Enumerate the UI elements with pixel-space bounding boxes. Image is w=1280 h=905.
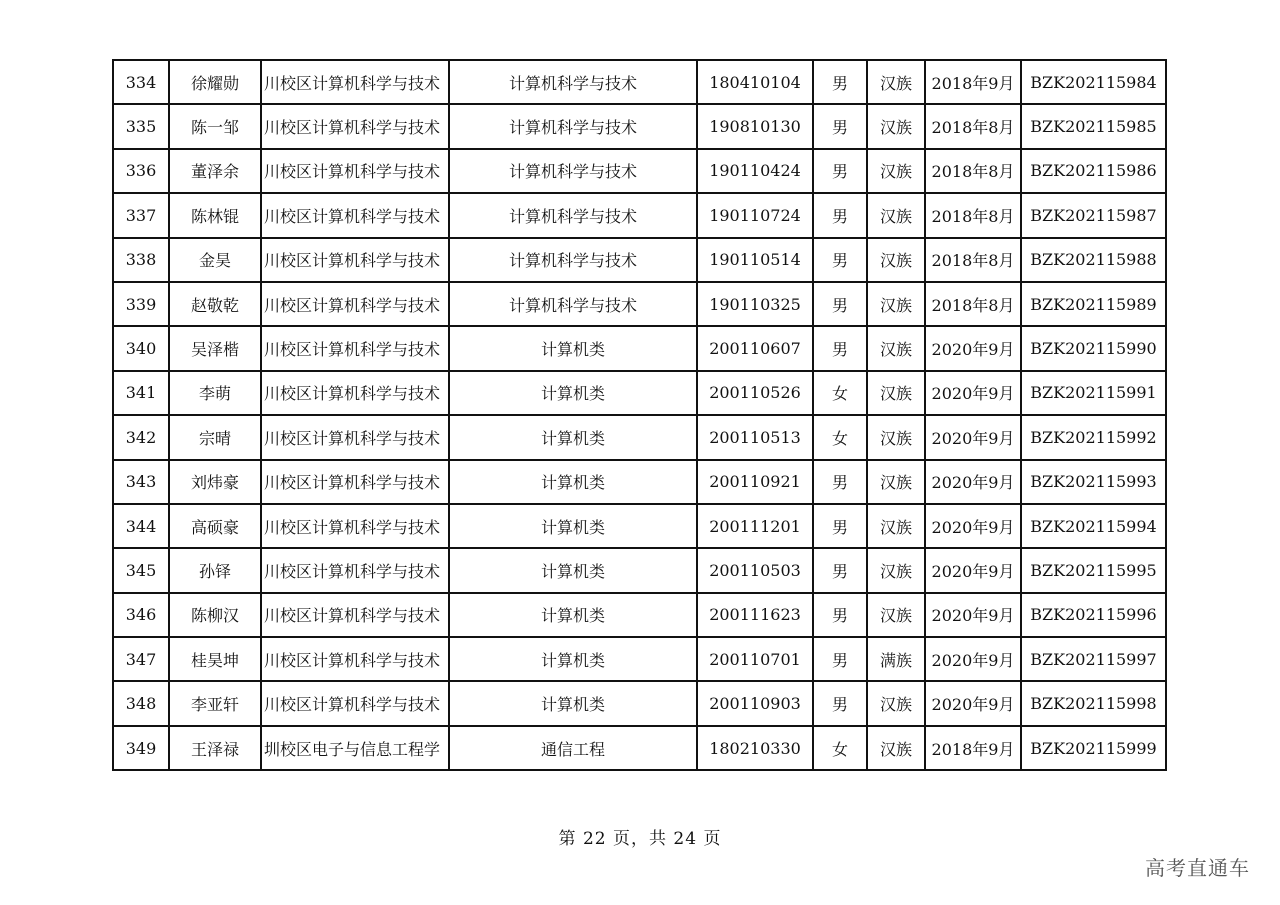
table-row (113, 193, 1166, 237)
cell-major: 计算机类 (449, 637, 697, 681)
table-row (113, 282, 1166, 326)
cell-gender: 男 (813, 149, 867, 193)
cell-enroll-date: 2018年8月 (925, 104, 1021, 148)
page-label-mid: 页，共 (613, 829, 667, 849)
cell-seq: 348 (113, 681, 169, 725)
cell-gender: 男 (813, 326, 867, 370)
table-row (113, 149, 1166, 193)
cell-campus: 川校区计算机科学与技术 (261, 593, 449, 637)
cell-major: 计算机科学与技术 (449, 60, 697, 104)
cell-ethnicity: 汉族 (867, 681, 925, 725)
cell-enroll-date: 2020年9月 (925, 504, 1021, 548)
cell-campus: 川校区计算机科学与技术 (261, 104, 449, 148)
cell-student-id: 180210330 (697, 726, 813, 770)
cell-ethnicity: 汉族 (867, 326, 925, 370)
cell-student-id: 200111623 (697, 593, 813, 637)
student-roster-table (112, 59, 1167, 771)
cell-seq: 338 (113, 238, 169, 282)
cell-student-id: 190110424 (697, 149, 813, 193)
cell-name: 李萌 (169, 371, 261, 415)
cell-gender: 男 (813, 681, 867, 725)
cell-campus: 川校区计算机科学与技术 (261, 548, 449, 592)
cell-campus: 川校区计算机科学与技术 (261, 149, 449, 193)
cell-ethnicity: 汉族 (867, 415, 925, 459)
cell-cert-no: BZK202115985 (1021, 104, 1166, 148)
cell-student-id: 200110903 (697, 681, 813, 725)
cell-seq: 349 (113, 726, 169, 770)
table-row (113, 637, 1166, 681)
cell-enroll-date: 2018年9月 (925, 726, 1021, 770)
cell-cert-no: BZK202115986 (1021, 149, 1166, 193)
cell-gender: 男 (813, 104, 867, 148)
cell-cert-no: BZK202115991 (1021, 371, 1166, 415)
cell-student-id: 190110514 (697, 238, 813, 282)
cell-major: 计算机类 (449, 504, 697, 548)
cell-enroll-date: 2018年8月 (925, 238, 1021, 282)
cell-student-id: 200110701 (697, 637, 813, 681)
cell-campus: 川校区计算机科学与技术 (261, 415, 449, 459)
cell-enroll-date: 2018年8月 (925, 149, 1021, 193)
page-label-prefix: 第 (558, 829, 577, 849)
cell-ethnicity: 满族 (867, 637, 925, 681)
total-pages-number: 24 (673, 829, 698, 849)
cell-campus: 圳校区电子与信息工程学 (261, 726, 449, 770)
roster-body (113, 60, 1166, 770)
cell-cert-no: BZK202115984 (1021, 60, 1166, 104)
cell-cert-no: BZK202115995 (1021, 548, 1166, 592)
cell-cert-no: BZK202115997 (1021, 637, 1166, 681)
cell-gender: 男 (813, 460, 867, 504)
cell-student-id: 190810130 (697, 104, 813, 148)
cell-cert-no: BZK202115990 (1021, 326, 1166, 370)
cell-seq: 345 (113, 548, 169, 592)
cell-major: 通信工程 (449, 726, 697, 770)
cell-ethnicity: 汉族 (867, 593, 925, 637)
cell-ethnicity: 汉族 (867, 193, 925, 237)
cell-name: 宗晴 (169, 415, 261, 459)
cell-major: 计算机科学与技术 (449, 282, 697, 326)
cell-gender: 女 (813, 726, 867, 770)
table-row (113, 460, 1166, 504)
cell-name: 陈林锟 (169, 193, 261, 237)
cell-cert-no: BZK202115988 (1021, 238, 1166, 282)
cell-gender: 女 (813, 415, 867, 459)
cell-name: 李亚轩 (169, 681, 261, 725)
table-row (113, 326, 1166, 370)
cell-enroll-date: 2018年8月 (925, 282, 1021, 326)
cell-seq: 337 (113, 193, 169, 237)
cell-gender: 男 (813, 593, 867, 637)
cell-gender: 男 (813, 548, 867, 592)
cell-seq: 334 (113, 60, 169, 104)
cell-cert-no: BZK202115989 (1021, 282, 1166, 326)
cell-name: 孙铎 (169, 548, 261, 592)
cell-name: 吴泽楷 (169, 326, 261, 370)
cell-enroll-date: 2018年8月 (925, 193, 1021, 237)
watermark-text: 高考直通车 (1145, 856, 1250, 880)
table-row (113, 60, 1166, 104)
cell-seq: 335 (113, 104, 169, 148)
cell-major: 计算机类 (449, 681, 697, 725)
cell-name: 高硕豪 (169, 504, 261, 548)
cell-cert-no: BZK202115994 (1021, 504, 1166, 548)
cell-name: 陈一邹 (169, 104, 261, 148)
cell-ethnicity: 汉族 (867, 726, 925, 770)
cell-cert-no: BZK202115998 (1021, 681, 1166, 725)
page-label-suffix: 页 (703, 829, 722, 849)
cell-gender: 女 (813, 371, 867, 415)
cell-major: 计算机科学与技术 (449, 193, 697, 237)
cell-campus: 川校区计算机科学与技术 (261, 326, 449, 370)
cell-student-id: 200110921 (697, 460, 813, 504)
table-row (113, 238, 1166, 282)
cell-gender: 男 (813, 193, 867, 237)
cell-gender: 男 (813, 504, 867, 548)
cell-major: 计算机类 (449, 371, 697, 415)
cell-major: 计算机类 (449, 415, 697, 459)
cell-student-id: 200110607 (697, 326, 813, 370)
cell-enroll-date: 2020年9月 (925, 371, 1021, 415)
table-row (113, 548, 1166, 592)
cell-ethnicity: 汉族 (867, 548, 925, 592)
cell-enroll-date: 2020年9月 (925, 326, 1021, 370)
cell-seq: 339 (113, 282, 169, 326)
cell-seq: 336 (113, 149, 169, 193)
cell-campus: 川校区计算机科学与技术 (261, 681, 449, 725)
cell-seq: 340 (113, 326, 169, 370)
cell-name: 桂昊坤 (169, 637, 261, 681)
cell-major: 计算机科学与技术 (449, 238, 697, 282)
cell-name: 董泽余 (169, 149, 261, 193)
cell-enroll-date: 2020年9月 (925, 637, 1021, 681)
table-row (113, 504, 1166, 548)
cell-campus: 川校区计算机科学与技术 (261, 637, 449, 681)
cell-name: 刘炜豪 (169, 460, 261, 504)
cell-cert-no: BZK202115993 (1021, 460, 1166, 504)
current-page-number: 22 (582, 829, 607, 849)
cell-seq: 346 (113, 593, 169, 637)
cell-student-id: 180410104 (697, 60, 813, 104)
cell-ethnicity: 汉族 (867, 149, 925, 193)
cell-gender: 男 (813, 238, 867, 282)
cell-student-id: 200110503 (697, 548, 813, 592)
cell-cert-no: BZK202115999 (1021, 726, 1166, 770)
table-row (113, 415, 1166, 459)
cell-seq: 344 (113, 504, 169, 548)
cell-gender: 男 (813, 637, 867, 681)
cell-enroll-date: 2020年9月 (925, 460, 1021, 504)
table-row (113, 726, 1166, 770)
cell-name: 陈柳汉 (169, 593, 261, 637)
cell-campus: 川校区计算机科学与技术 (261, 238, 449, 282)
cell-enroll-date: 2020年9月 (925, 415, 1021, 459)
cell-campus: 川校区计算机科学与技术 (261, 504, 449, 548)
cell-seq: 343 (113, 460, 169, 504)
cell-ethnicity: 汉族 (867, 282, 925, 326)
cell-cert-no: BZK202115992 (1021, 415, 1166, 459)
cell-name: 金昊 (169, 238, 261, 282)
table-row (113, 371, 1166, 415)
cell-student-id: 200110526 (697, 371, 813, 415)
cell-ethnicity: 汉族 (867, 460, 925, 504)
cell-seq: 342 (113, 415, 169, 459)
cell-enroll-date: 2020年9月 (925, 548, 1021, 592)
cell-major: 计算机类 (449, 548, 697, 592)
cell-ethnicity: 汉族 (867, 104, 925, 148)
table-row (113, 593, 1166, 637)
table-row (113, 104, 1166, 148)
cell-gender: 男 (813, 282, 867, 326)
cell-ethnicity: 汉族 (867, 238, 925, 282)
cell-ethnicity: 汉族 (867, 60, 925, 104)
cell-campus: 川校区计算机科学与技术 (261, 371, 449, 415)
cell-major: 计算机类 (449, 593, 697, 637)
cell-enroll-date: 2020年9月 (925, 681, 1021, 725)
cell-campus: 川校区计算机科学与技术 (261, 60, 449, 104)
cell-name: 徐耀勋 (169, 60, 261, 104)
cell-major: 计算机类 (449, 326, 697, 370)
cell-name: 王泽禄 (169, 726, 261, 770)
cell-student-id: 200110513 (697, 415, 813, 459)
cell-seq: 347 (113, 637, 169, 681)
cell-campus: 川校区计算机科学与技术 (261, 460, 449, 504)
cell-ethnicity: 汉族 (867, 371, 925, 415)
cell-seq: 341 (113, 371, 169, 415)
cell-student-id: 190110724 (697, 193, 813, 237)
cell-enroll-date: 2018年9月 (925, 60, 1021, 104)
cell-cert-no: BZK202115996 (1021, 593, 1166, 637)
cell-campus: 川校区计算机科学与技术 (261, 193, 449, 237)
cell-cert-no: BZK202115987 (1021, 193, 1166, 237)
cell-student-id: 200111201 (697, 504, 813, 548)
cell-ethnicity: 汉族 (867, 504, 925, 548)
cell-student-id: 190110325 (697, 282, 813, 326)
cell-major: 计算机科学与技术 (449, 149, 697, 193)
table-row (113, 681, 1166, 725)
cell-major: 计算机科学与技术 (449, 104, 697, 148)
cell-major: 计算机类 (449, 460, 697, 504)
cell-name: 赵敬乾 (169, 282, 261, 326)
cell-gender: 男 (813, 60, 867, 104)
cell-enroll-date: 2020年9月 (925, 593, 1021, 637)
cell-campus: 川校区计算机科学与技术 (261, 282, 449, 326)
page-footer (0, 824, 1280, 849)
